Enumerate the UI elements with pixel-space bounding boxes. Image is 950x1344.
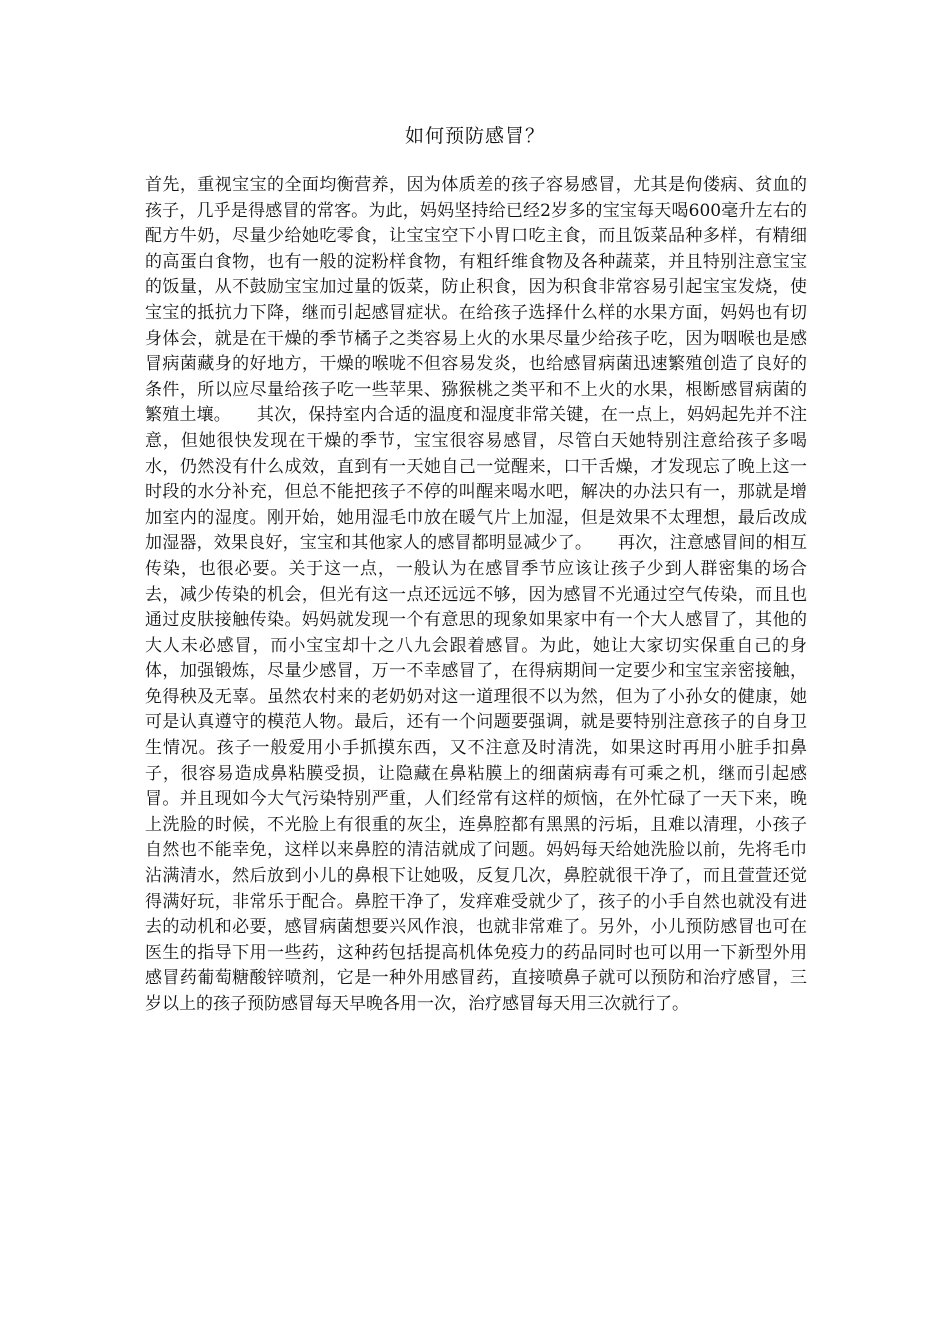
document-title: 如何预防感冒？	[404, 125, 545, 147]
document-body-paragraph: 首先，重视宝宝的全面均衡营养，因为体质差的孩子容易感冒，尤其是佝偻病、贫血的孩子，几乎是得感冒的常客。为此，妈妈坚持给已经2岁多的宝宝每天喝600毫升左右的配方牛奶，尽量少给她吃零食，让宝宝空下小胃口吃主食，而且饭菜品种多样，有精细的高蛋白食物，也有一般的淀粉样食物，有粗纤维食物及各种蔬菜，并且特别注意宝宝的饭量，从不鼓励宝宝加过量的饭菜，防止积食，因为积食非常容易引起宝宝发烧，使宝宝的抵抗力下降，继而引起感冒症状。在给孩子选择什么样的水果方面，妈妈也有切身体会，就是在干燥的季节橘子之类容易上火的水果尽量少给孩子吃，因为咽喉也是感冒病菌藏身的好地方，干燥的喉咙不但容易发炎，也给感冒病菌迅速繁殖创造了良好的条件，所以应尽量给孩子吃一些苹果、猕猴桃之类平和不上火的水果，根断感冒病菌的繁殖土壤。 其次，保持室内合适的温度和湿度非常关键，在一点上，妈妈起先并不注意，但她很快发现在干燥的季节，宝宝很容易感冒，尽管白天她特别注意给孩子多喝水，仍然没有什么成效，直到有一天她自己一觉醒来，口干舌燥，才发现忘了晚上这一时段的水分补充，但总不能把孩子不停的叫醒来喝水吧，解决的办法只有一，那就是增加室内的湿度。刚开始，她用湿毛巾放在暖气片上加湿，但是效果不太理想，最后改成加湿器，效果良好，宝宝和其他家人的感冒都明显减少了。 再次，注意感冒间的相互传染，也很必要。关于这一点，一般认为在感冒季节应该让孩子少到人群密集的场合去，减少传染的机会，但光有这一点还远远不够，因为感冒不光通过空气传染，而且也通过皮肤接触传染。妈妈就发现一个有意思的现象如果家中有一个大人感冒了，其他的大人未必感冒，而小宝宝却十之八九会跟着感冒。为此，她让大家切实保重自己的身体，加强锻炼，尽量少感冒，万一不幸感冒了，在得病期间一定要少和宝宝亲密接触，免得秧及无辜。虽然农村来的老奶奶对这一道理很不以为然，但为了小孙女的健康，她可是认真遵守的模范人物。最后，还有一个问题要强调，就是要特别注意孩子的自身卫生情况。孩子一般爱用小手抓摸东西，又不注意及时清洗，如果这时再用小脏手扣鼻子，很容易造成鼻粘膜受损，让隐藏在鼻粘膜上的细菌病毒有可乘之机，继而引起感冒。并且现如今大气污染特别严重，人们经常有这样的烦恼，在外忙碌了一天下来，晚上洗脸的时候，不光脸上有很重的灰尘，连鼻腔都有黑黑的污垢，且难以清理，小孩子自然也不能幸免，这样以来鼻腔的清洁就成了问题。妈妈每天给她洗脸以前，先将毛巾沾满清水，然后放到小儿的鼻根下让她吸，反复几次，鼻腔就很干净了，而且萱萱还觉得满好玩，非常乐于配合。鼻腔干净了，发痒难受就少了，孩子的小手自然也就没有进去的动机和必要，感冒病菌想要兴风作浪，也就非常难了。另外，小儿预防感冒也可在医生的指导下用一些药，这种药包括提高机体免疫力的药品同时也可以用一下新型外用感冒药葡萄糖酸锌喷剂，它是一种外用感冒药，直接喷鼻子就可以预防和治疗感冒，三岁以上的孩子预防感冒每天早晚各用一次，治疗感冒每天用三次就行了。	[145, 175, 807, 1014]
